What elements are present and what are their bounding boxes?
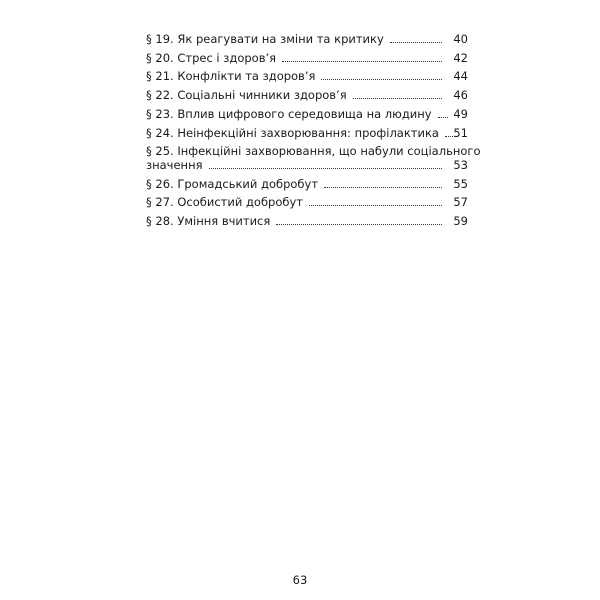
toc-entry-title: § 19. Як реагувати на зміни та критику: [146, 31, 384, 46]
toc-entry: [146, 102, 468, 121]
toc-entry-title-line1: § 25. Інфекційні захворювання, що набули соціального: [146, 143, 481, 158]
dot-leader: [438, 116, 448, 118]
toc-entry-title-line2: значення: [146, 157, 203, 172]
toc-entry-page: 57: [453, 195, 468, 210]
dot-leader: [209, 167, 442, 169]
toc-entry: [146, 46, 468, 65]
dot-leader: [321, 78, 442, 80]
toc-entry-title: § 24. Неінфекційні захворювання: профілактика: [146, 125, 439, 140]
page-number: 63: [292, 573, 308, 587]
toc-entry: [146, 140, 481, 172]
toc-entry-page: 44: [453, 69, 468, 84]
table-of-contents: [146, 27, 481, 229]
toc-entry-title: § 21. Конфлікти та здоров’я: [146, 69, 316, 84]
toc-entry-page: 51: [453, 125, 468, 140]
toc-entry-title: § 28. Уміння вчитися: [146, 214, 271, 229]
toc-entry-page: 40: [453, 31, 468, 46]
toc-entry-page: 46: [453, 88, 468, 103]
dot-leader: [353, 97, 442, 99]
dot-leader: [324, 186, 442, 188]
dot-leader: [309, 204, 442, 206]
toc-entry: [146, 65, 468, 84]
toc-entry-title: § 26. Громадський добробут: [146, 176, 319, 191]
dot-leader: [390, 41, 442, 43]
toc-entry-title: § 20. Стрес і здоров’я: [146, 50, 277, 65]
toc-entry: [146, 191, 468, 210]
toc-entry-title: § 23. Вплив цифрового середовища на людину: [146, 106, 432, 121]
toc-entry-title: § 22. Соціальні чинники здоров’я: [146, 88, 347, 103]
toc-entry: [146, 83, 468, 102]
toc-entry-page: 49: [453, 106, 468, 121]
dot-leader: [282, 60, 442, 62]
toc-entry: [146, 121, 468, 140]
toc-entry: [146, 27, 468, 46]
toc-entry-page: 42: [453, 50, 468, 65]
dot-leader: [276, 223, 442, 225]
toc-entry: [146, 209, 468, 228]
toc-entry: [146, 172, 468, 191]
toc-entry-page: 59: [453, 214, 468, 229]
toc-entry-page: 55: [453, 176, 468, 191]
toc-entry-title: § 27. Особистий добробут: [146, 195, 303, 210]
toc-entry-page: 53: [453, 157, 468, 172]
